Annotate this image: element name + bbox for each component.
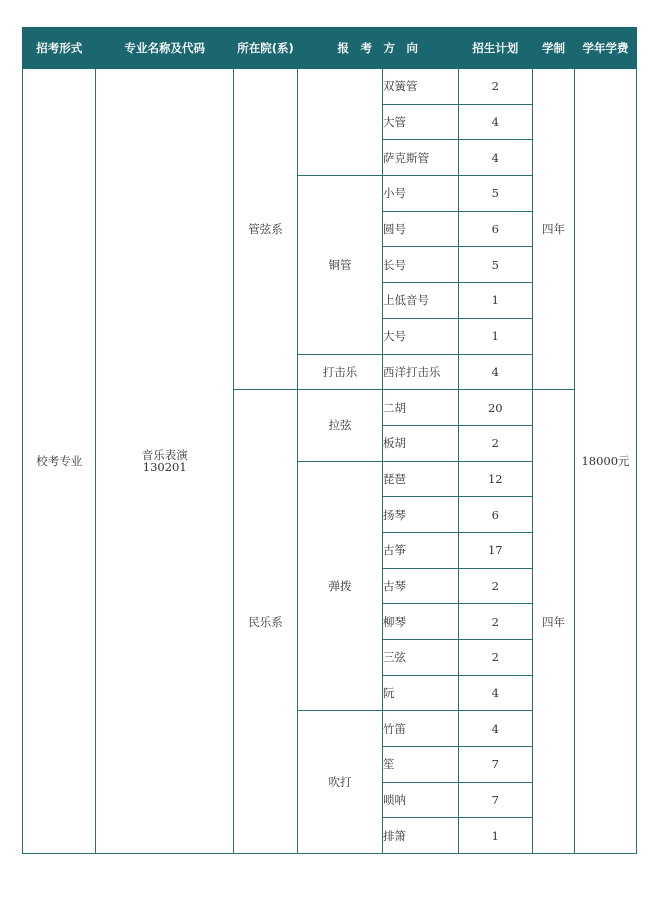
header-direction: 报 考 方 向 bbox=[297, 28, 458, 69]
group-cell bbox=[297, 69, 382, 176]
major-name: 音乐表演 bbox=[141, 448, 188, 463]
group-cell: 弹拨 bbox=[297, 461, 382, 711]
quota-cell: 7 bbox=[458, 782, 533, 818]
header-tuition: 学年学费 bbox=[575, 28, 637, 69]
direction-cell: 三弦 bbox=[382, 640, 458, 676]
quota-cell: 17 bbox=[458, 532, 533, 568]
quota-cell: 4 bbox=[458, 354, 533, 390]
header-department: 所在院(系) bbox=[233, 28, 297, 69]
direction-cell: 板胡 bbox=[382, 425, 458, 461]
direction-cell: 圆号 bbox=[382, 211, 458, 247]
quota-cell: 7 bbox=[458, 747, 533, 783]
admissions-table bbox=[22, 27, 637, 854]
quota-cell: 2 bbox=[458, 568, 533, 604]
department-cell: 民乐系 bbox=[233, 390, 297, 854]
direction-cell: 萨克斯管 bbox=[382, 140, 458, 176]
direction-cell: 双簧管 bbox=[382, 69, 458, 105]
quota-cell: 2 bbox=[458, 640, 533, 676]
direction-cell: 排箫 bbox=[382, 818, 458, 854]
quota-cell: 6 bbox=[458, 211, 533, 247]
direction-cell: 琵琶 bbox=[382, 461, 458, 497]
table-row bbox=[23, 69, 637, 105]
major-code: 130201 bbox=[142, 460, 187, 475]
department-cell: 管弦系 bbox=[233, 69, 297, 390]
quota-cell: 1 bbox=[458, 283, 533, 319]
form-cell: 校考专业 bbox=[23, 69, 96, 854]
quota-cell: 2 bbox=[458, 604, 533, 640]
header-quota: 招生计划 bbox=[458, 28, 533, 69]
direction-cell: 唢呐 bbox=[382, 782, 458, 818]
direction-cell: 阮 bbox=[382, 675, 458, 711]
quota-cell: 4 bbox=[458, 104, 533, 140]
header-row bbox=[23, 28, 637, 69]
duration-cell: 四年 bbox=[533, 69, 575, 390]
tuition-cell: 18000元 bbox=[575, 69, 637, 854]
direction-cell: 西洋打击乐 bbox=[382, 354, 458, 390]
quota-cell: 1 bbox=[458, 318, 533, 354]
direction-cell: 古琴 bbox=[382, 568, 458, 604]
quota-cell: 1 bbox=[458, 818, 533, 854]
header-major-name-code: 专业名称及代码 bbox=[96, 28, 233, 69]
direction-cell: 上低音号 bbox=[382, 283, 458, 319]
quota-cell: 4 bbox=[458, 675, 533, 711]
quota-cell: 2 bbox=[458, 69, 533, 105]
major-cell bbox=[96, 69, 233, 854]
group-cell: 拉弦 bbox=[297, 390, 382, 461]
direction-cell: 小号 bbox=[382, 176, 458, 212]
quota-cell: 12 bbox=[458, 461, 533, 497]
duration-cell: 四年 bbox=[533, 390, 575, 854]
direction-cell: 笙 bbox=[382, 747, 458, 783]
direction-cell: 二胡 bbox=[382, 390, 458, 426]
quota-cell: 6 bbox=[458, 497, 533, 533]
header-form: 招考形式 bbox=[23, 28, 96, 69]
direction-cell: 大号 bbox=[382, 318, 458, 354]
group-cell: 打击乐 bbox=[297, 354, 382, 390]
direction-cell: 柳琴 bbox=[382, 604, 458, 640]
quota-cell: 20 bbox=[458, 390, 533, 426]
direction-cell: 竹笛 bbox=[382, 711, 458, 747]
direction-cell: 扬琴 bbox=[382, 497, 458, 533]
quota-cell: 5 bbox=[458, 176, 533, 212]
direction-cell: 长号 bbox=[382, 247, 458, 283]
quota-cell: 4 bbox=[458, 140, 533, 176]
group-cell: 铜管 bbox=[297, 176, 382, 354]
group-cell: 吹打 bbox=[297, 711, 382, 854]
header-duration: 学制 bbox=[533, 28, 575, 69]
direction-cell: 大管 bbox=[382, 104, 458, 140]
direction-cell: 古筝 bbox=[382, 532, 458, 568]
quota-cell: 5 bbox=[458, 247, 533, 283]
quota-cell: 2 bbox=[458, 425, 533, 461]
quota-cell: 4 bbox=[458, 711, 533, 747]
